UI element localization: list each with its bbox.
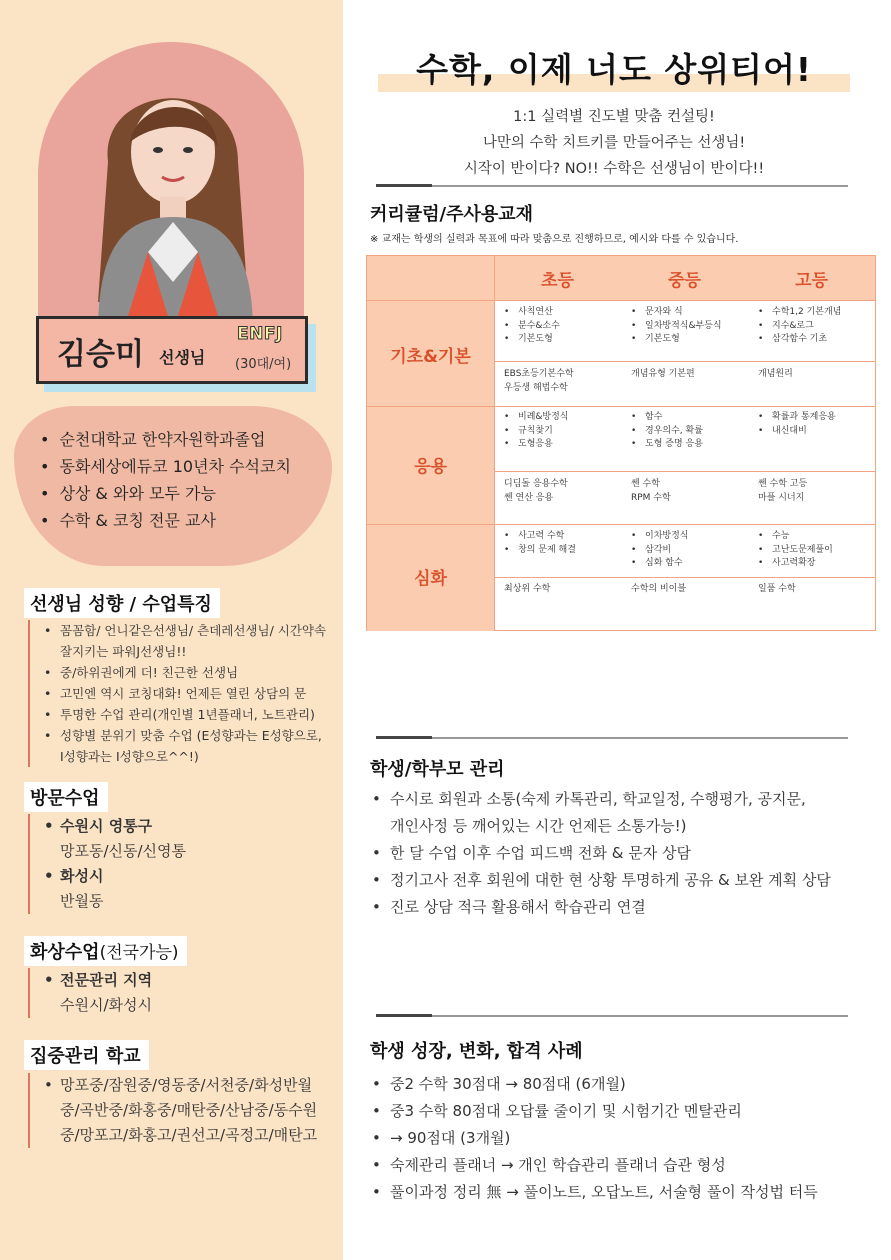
- bio-item: • 순천대학교 한약자원학과졸업: [40, 426, 291, 453]
- cases-heading: 학생 성장, 변화, 합격 사례: [370, 1041, 583, 1062]
- visit-region: • 화성시: [42, 864, 186, 889]
- divider: [376, 1015, 848, 1017]
- topic: • 지수&로그: [758, 320, 841, 334]
- traits-list: [28, 620, 326, 767]
- online-region-label: • 전문관리 지역: [42, 968, 152, 993]
- column-header-high: 고등: [795, 271, 828, 291]
- table-cell: [631, 411, 703, 452]
- topic: • 기본도형: [504, 333, 560, 347]
- book: 개념원리: [758, 369, 793, 379]
- list-item: • 투명한 수업 관리(개인별 1년플래너, 노트관리): [42, 704, 326, 725]
- row-header-basic: 기초&기본: [390, 347, 471, 367]
- book: RPM 수학: [631, 492, 671, 503]
- column-header-middle: 중등: [668, 271, 701, 291]
- table-cell: [758, 368, 793, 382]
- divider: [376, 737, 848, 739]
- list-item: • 진로 상담 적극 활용해서 학습관리 연결: [370, 894, 860, 921]
- row-header-applied: 응용: [414, 457, 447, 477]
- book: 개념유형 기본편: [631, 369, 695, 379]
- topic: • 규칙찾기: [504, 425, 569, 439]
- list-item: • 중/하위권에게 더! 친근한 선생님: [42, 662, 326, 683]
- divider: [376, 185, 848, 187]
- table-cell: [504, 368, 574, 395]
- curriculum-note: ※ 교재는 학생의 실력과 목표에 따라 맞춤으로 진행하므로, 예시와 다를 수 있습니다.: [370, 234, 739, 245]
- list-item: • 고민엔 역시 코칭대화! 언제든 열린 상담의 문: [42, 683, 326, 704]
- topic: • 확률과 통계응용: [758, 411, 836, 425]
- table-cell: [758, 530, 833, 571]
- schools-line: 중/곡반중/화홍중/매탄중/산남중/동수원: [60, 1101, 318, 1119]
- online-list: [28, 968, 152, 1018]
- table-cell: [504, 411, 569, 452]
- online-region-detail: 수원시/화성시: [60, 996, 152, 1014]
- table-cell: [631, 583, 686, 597]
- schools-heading: 집중관리 학교: [24, 1040, 149, 1070]
- table-divider: [494, 471, 875, 472]
- schools-line: 중/망포고/화홍고/권선고/곡정고/매탄고: [60, 1126, 318, 1144]
- online-heading: [24, 936, 187, 966]
- book: 쎈 수학 고등: [758, 479, 808, 489]
- book: 디딤돌 응용수학: [504, 479, 568, 489]
- bio-list: [40, 426, 291, 534]
- management-list: [370, 786, 860, 921]
- book: EBS초등기본수학: [504, 369, 574, 379]
- table-cell: [758, 306, 841, 347]
- curriculum-table: [366, 255, 876, 631]
- topic: • 사고력확장: [758, 557, 833, 571]
- visit-detail: 반월동: [60, 892, 104, 910]
- visit-region: • 수원시 영통구: [42, 814, 186, 839]
- list-item: • 중2 수학 30점대 → 80점대 (6개월): [370, 1071, 860, 1098]
- table-divider: [367, 524, 875, 525]
- table-divider: [494, 577, 875, 578]
- title-block: [378, 44, 850, 91]
- book: 마플 시너지: [758, 492, 805, 503]
- topic: • 비례&방정식: [504, 411, 569, 425]
- list-item: • 풀이과정 정리 無 → 풀이노트, 오답노트, 서술형 풀이 작성법 터득: [370, 1179, 860, 1206]
- teacher-portrait-illustration: [38, 42, 304, 332]
- teacher-photo: [38, 42, 304, 332]
- column-header-elementary: 초등: [541, 271, 574, 291]
- topic: • 고난도문제풀이: [758, 544, 833, 558]
- table-cell: [631, 368, 695, 382]
- topic: • 도형응용: [504, 438, 569, 452]
- topic: • 수학1,2 기본개념: [758, 306, 841, 320]
- teacher-age: (30대/여): [235, 357, 292, 372]
- topic: • 내신대비: [758, 425, 836, 439]
- topic: • 사칙연산: [504, 306, 560, 320]
- table-divider: [494, 361, 875, 362]
- intro-list: [378, 104, 850, 182]
- book: 우등생 해법수학: [504, 382, 568, 393]
- table-divider: [367, 300, 875, 301]
- table-cell: [758, 478, 807, 505]
- topic: • 문자와 식: [631, 306, 722, 320]
- topic: • 일차방적식&부등식: [631, 320, 722, 334]
- list-item: 개인사정 등 깨어있는 시간 언제든 소통가능!): [390, 817, 687, 835]
- list-item: • 중3 수학 80점대 오답률 줄이기 및 시험기간 멘탈관리: [370, 1098, 860, 1125]
- list-item: • 정기고사 전후 회원에 대한 현 상황 투명하게 공유 & 보완 계획 상담: [370, 867, 860, 894]
- visit-heading: 방문수업: [24, 782, 108, 812]
- list-item: • 한 달 수업 이후 수업 피드백 전화 & 문자 상담: [370, 840, 860, 867]
- table-cell: [631, 306, 722, 347]
- list-item: • 숙제관리 플래너 → 개인 학습관리 플래너 습관 형성: [370, 1152, 860, 1179]
- schools-line: • 망포중/잠원중/영동중/서천중/화성반월: [42, 1073, 317, 1098]
- page-title: 수학, 이제 너도 상위티어!: [416, 50, 812, 89]
- traits-heading: 선생님 성향 / 수업특징: [24, 588, 220, 618]
- table-cell: [504, 530, 576, 557]
- teacher-name-suffix: 선생님: [159, 348, 206, 367]
- topic: • 창의 문제 해결: [504, 544, 576, 558]
- topic: • 경우의수, 확률: [631, 425, 703, 439]
- book: 최상위 수학: [504, 584, 551, 594]
- bio-item: • 수학 & 코칭 전문 교사: [40, 507, 291, 534]
- table-cell: [504, 478, 568, 505]
- row-header-advanced: 심화: [414, 569, 447, 589]
- book: 쎈 연산 응용: [504, 492, 554, 503]
- intro-line: 시작이 반이다? NO!! 수학은 선생님이 반이다!!: [463, 161, 765, 177]
- visit-list: [28, 814, 186, 914]
- table-divider: [494, 256, 495, 630]
- list-item: • 수시로 회원과 소통(숙제 카톡관리, 학교일정, 수행평가, 공지문,: [370, 786, 860, 813]
- topic: • 삼각함수 기초: [758, 333, 841, 347]
- online-heading-sub: (전국가능): [99, 943, 179, 963]
- book: 쎈 수학: [631, 479, 660, 489]
- topic: • 삼각비: [631, 544, 688, 558]
- book: 수학의 비이블: [631, 584, 687, 594]
- list-item: • → 90점대 (3개월): [370, 1125, 860, 1152]
- visit-detail: 망포동/신동/신영통: [60, 842, 187, 860]
- intro-line: 1:1 실력별 진도별 맞춤 컨설팅!: [513, 109, 715, 125]
- teacher-name: 김승미: [57, 337, 144, 372]
- topic: • 이차방정식: [631, 530, 688, 544]
- list-item: • 성향별 분위기 맞춤 수업 (E성향과는 E성향으로,: [42, 725, 326, 746]
- bio-item: • 상상 & 와와 모두 가능: [40, 480, 291, 507]
- intro-line: 나만의 수학 치트키를 만들어주는 선생님!: [482, 135, 746, 151]
- topic: • 함수: [631, 411, 703, 425]
- cases-list: [370, 1071, 860, 1206]
- topic: • 분수&소수: [504, 320, 560, 334]
- table-cell: [504, 583, 550, 597]
- management-heading: 학생/학부모 관리: [370, 759, 505, 780]
- topic: • 심화 함수: [631, 557, 688, 571]
- table-cell: [631, 478, 671, 505]
- topic: • 사고력 수학: [504, 530, 576, 544]
- topic: • 수능: [758, 530, 833, 544]
- topic: • 도형 증명 응용: [631, 438, 703, 452]
- bio-item: • 동화세상에듀코 10년차 수석코치: [40, 453, 291, 480]
- curriculum-heading: 커리큘럼/주사용교재: [370, 204, 534, 225]
- list-item: • 꼼꼼함/ 언니같은선생님/ 츤데레선생님/ 시간약속: [42, 620, 326, 641]
- list-item: I성향과는 I성향으로^^!): [60, 749, 199, 764]
- list-item: 잘지키는 파워J선생님!!: [60, 644, 187, 659]
- schools-list: [28, 1073, 317, 1148]
- table-cell: [758, 411, 836, 438]
- online-heading-text: 화상수업: [30, 942, 100, 963]
- mbti-badge: ENFJ: [237, 324, 283, 344]
- book: 일품 수학: [758, 584, 796, 594]
- table-cell: [631, 530, 688, 571]
- name-plate: [36, 316, 308, 384]
- table-divider: [367, 406, 875, 407]
- topic: • 기본도형: [631, 333, 722, 347]
- table-cell: [504, 306, 560, 347]
- table-cell: [758, 583, 796, 597]
